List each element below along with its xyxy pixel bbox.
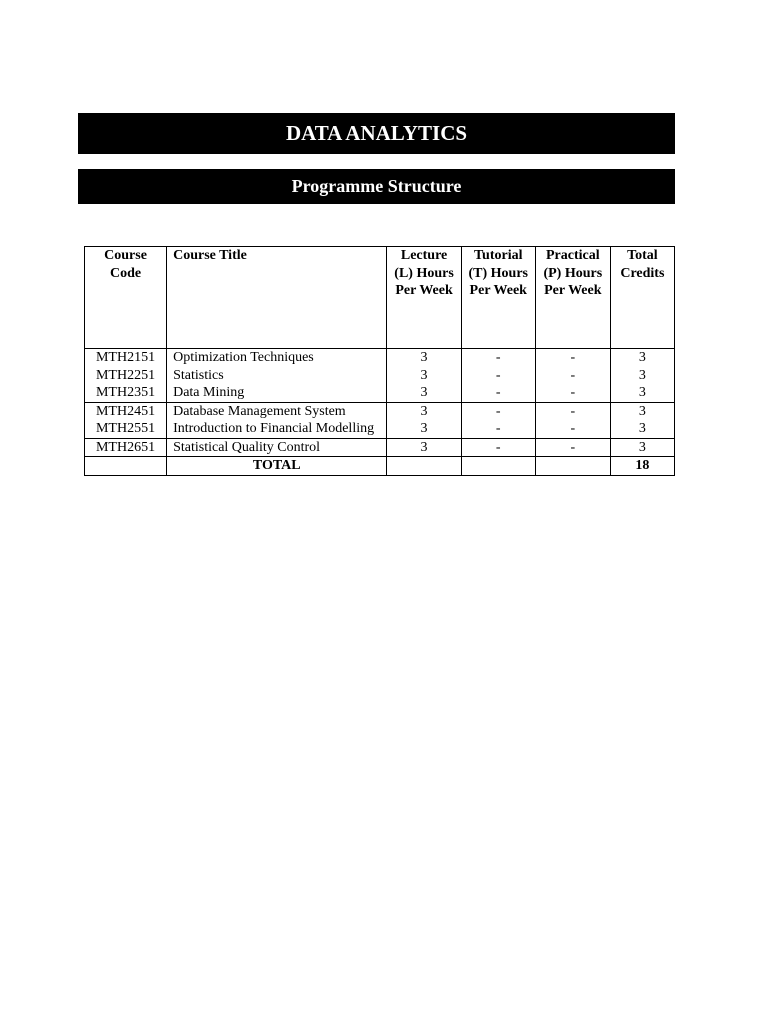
total-empty-cell xyxy=(85,457,167,476)
practical-hours: - xyxy=(535,349,610,367)
programme-structure-table xyxy=(84,246,675,476)
practical-hours: - xyxy=(535,367,610,385)
practical-hours: - xyxy=(535,420,610,438)
course-title: Introduction to Financial Modelling xyxy=(167,420,387,438)
practical-hours: - xyxy=(535,402,610,420)
total-credits: 3 xyxy=(610,384,674,402)
course-code: MTH2251 xyxy=(85,367,167,385)
course-title: Data Mining xyxy=(167,384,387,402)
lecture-hours: 3 xyxy=(387,367,461,385)
lecture-hours: 3 xyxy=(387,384,461,402)
page-title-banner xyxy=(78,113,675,154)
total-credits: 3 xyxy=(610,349,674,367)
course-code: MTH2451 xyxy=(85,402,167,420)
total-credits: 3 xyxy=(610,367,674,385)
page-subtitle-banner xyxy=(78,169,675,204)
lecture-hours: 3 xyxy=(387,438,461,457)
total-empty-cell xyxy=(535,457,610,476)
tutorial-hours: - xyxy=(461,367,535,385)
practical-hours: - xyxy=(535,438,610,457)
lecture-hours: 3 xyxy=(387,420,461,438)
tutorial-hours: - xyxy=(461,349,535,367)
total-credits: 3 xyxy=(610,402,674,420)
col-header-credits: Total Credits xyxy=(610,247,674,349)
col-header-title: Course Title xyxy=(167,247,387,349)
lecture-hours: 3 xyxy=(387,349,461,367)
course-code: MTH2351 xyxy=(85,384,167,402)
tutorial-hours: - xyxy=(461,402,535,420)
page-subtitle: Programme Structure xyxy=(291,176,462,196)
tutorial-hours: - xyxy=(461,384,535,402)
col-header-code: Course Code xyxy=(85,247,167,349)
col-header-tutorial: Tutorial (T) Hours Per Week xyxy=(461,247,535,349)
total-empty-cell xyxy=(387,457,461,476)
table-row xyxy=(85,367,675,385)
total-credits: 3 xyxy=(610,420,674,438)
table-row xyxy=(85,349,675,367)
col-header-practical: Practical (P) Hours Per Week xyxy=(535,247,610,349)
practical-hours: - xyxy=(535,384,610,402)
table-row xyxy=(85,438,675,457)
course-title: Statistics xyxy=(167,367,387,385)
course-code: MTH2651 xyxy=(85,438,167,457)
course-title: Optimization Techniques xyxy=(167,349,387,367)
course-title: Statistical Quality Control xyxy=(167,438,387,457)
col-header-lecture: Lecture (L) Hours Per Week xyxy=(387,247,461,349)
course-code: MTH2551 xyxy=(85,420,167,438)
tutorial-hours: - xyxy=(461,438,535,457)
tutorial-hours: - xyxy=(461,420,535,438)
total-empty-cell xyxy=(461,457,535,476)
table-header-row xyxy=(85,247,675,349)
table-row xyxy=(85,420,675,438)
course-title: Database Management System xyxy=(167,402,387,420)
course-code: MTH2151 xyxy=(85,349,167,367)
table-row xyxy=(85,384,675,402)
total-row xyxy=(85,457,675,476)
total-credits-value: 18 xyxy=(610,457,674,476)
page-title: DATA ANALYTICS xyxy=(285,121,468,145)
total-label: TOTAL xyxy=(167,457,387,476)
lecture-hours: 3 xyxy=(387,402,461,420)
total-credits: 3 xyxy=(610,438,674,457)
table-row xyxy=(85,402,675,420)
